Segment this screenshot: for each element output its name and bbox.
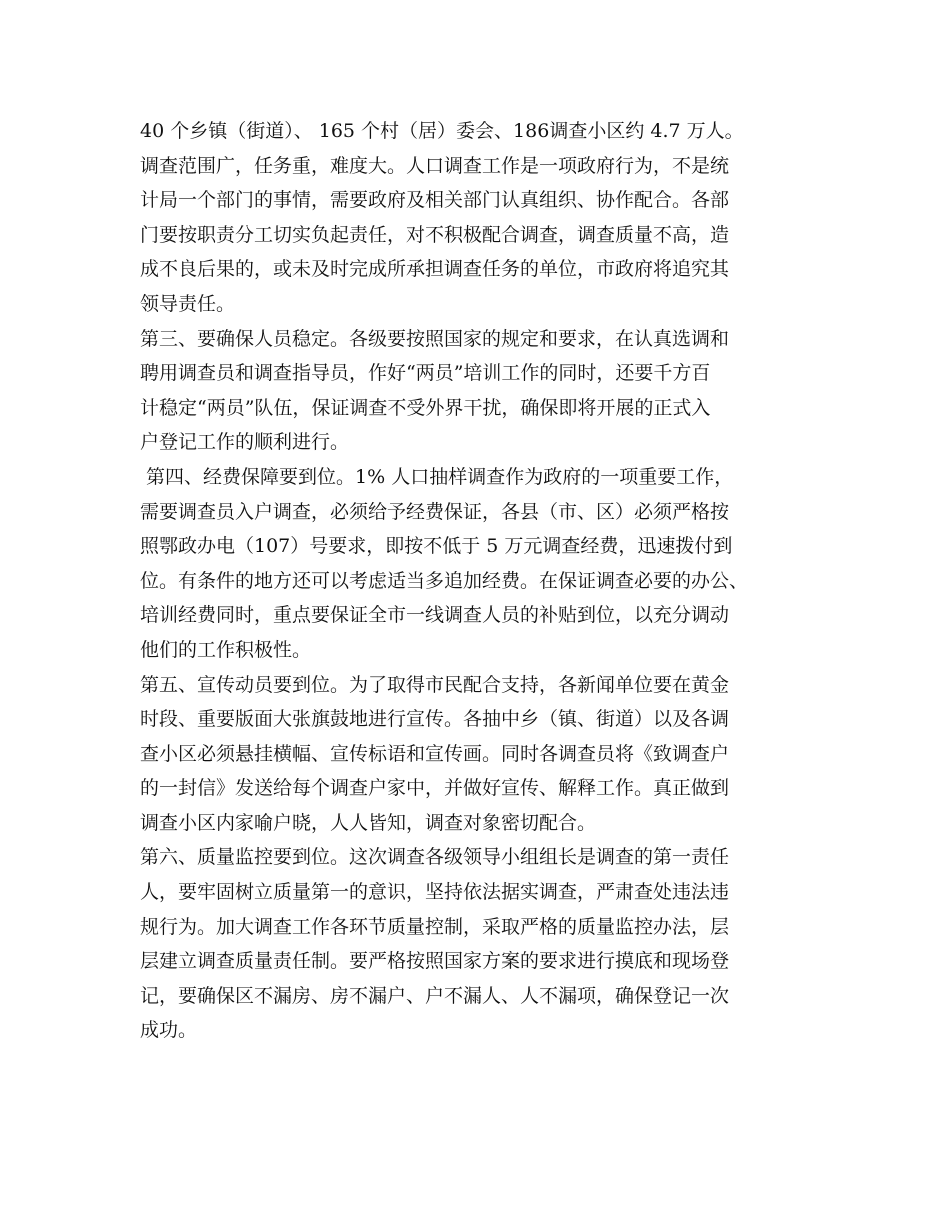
text-line: 他们的工作积极性。	[140, 638, 312, 661]
text-line: 第三、要确保人员稳定。各级要按照国家的规定和要求，在认真选调和	[140, 327, 730, 350]
text-line: 领导责任。	[140, 292, 236, 315]
text-line: 查小区必须悬挂横幅、宣传标语和宣传画。同时各调查员将《致调查户	[140, 742, 730, 765]
text-line: 调查小区内家喻户晓，人人皆知，调查对象密切配合。	[140, 811, 597, 834]
text-line: 聘用调查员和调查指导员，作好“两员”培训工作的同时，还要千方百	[140, 362, 711, 385]
text-line: 计稳定“两员”队伍，保证调查不受外界干扰，确保即将开展的正式入	[140, 396, 711, 419]
text-line: 记，要确保区不漏房、房不漏户、户不漏人、人不漏项，确保登记一次	[140, 984, 730, 1007]
text-line: 40 个乡镇（街道）、 165 个村（居）委会、186调查小区约 4.7 万人。	[140, 120, 744, 142]
body-text	[140, 114, 830, 1048]
text-line: 位。有条件的地方还可以考虑适当多追加经费。在保证调查必要的办公、	[140, 569, 749, 592]
text-line: 规行为。加大调查工作各环节质量控制，采取严格的质量监控办法，层	[140, 915, 730, 938]
text-line: 调查范围广，任务重，难度大。人口调查工作是一项政府行为，不是统	[140, 154, 730, 177]
text-line: 层建立调查质量责任制。要严格按照国家方案的要求进行摸底和现场登	[140, 950, 730, 973]
text-line: 第四、经费保障要到位。1% 人口抽样调查作为政府的一项重要工作，	[140, 465, 734, 488]
text-line: 照鄂政办电（107）号要求，即按不低于 5 万元调查经费，迅速拨付到	[140, 535, 733, 558]
text-line: 户登记工作的顺利进行。	[140, 431, 350, 454]
text-line: 需要调查员入户调查，必须给予经费保证，各县（市、区）必须严格按	[140, 500, 730, 523]
text-line: 人，要牢固树立质量第一的意识，坚持依法据实调查，严肃查处违法违	[140, 881, 730, 904]
text-line: 门要按职责分工切实负起责任，对不积极配合调查，调查质量不高，造	[140, 223, 730, 246]
text-line: 培训经费同时，重点要保证全市一线调查人员的补贴到位，以充分调动	[140, 604, 730, 627]
text-line: 第五、宣传动员要到位。为了取得市民配合支持，各新闻单位要在黄金	[140, 673, 730, 696]
text-line: 第六、质量监控要到位。这次调查各级领导小组组长是调查的第一责任	[140, 846, 730, 869]
text-line: 成功。	[140, 1019, 198, 1042]
text-line: 时段、重要版面大张旗鼓地进行宣传。各抽中乡（镇、街道）以及各调	[140, 708, 730, 731]
text-line: 的一封信》发送给每个调查户家中，并做好宣传、解释工作。真正做到	[140, 777, 730, 800]
text-line: 计局一个部门的事情，需要政府及相关部门认真组织、协作配合。各部	[140, 189, 730, 212]
text-line: 成不良后果的，或未及时完成所承担调查任务的单位，市政府将追究其	[140, 258, 730, 281]
